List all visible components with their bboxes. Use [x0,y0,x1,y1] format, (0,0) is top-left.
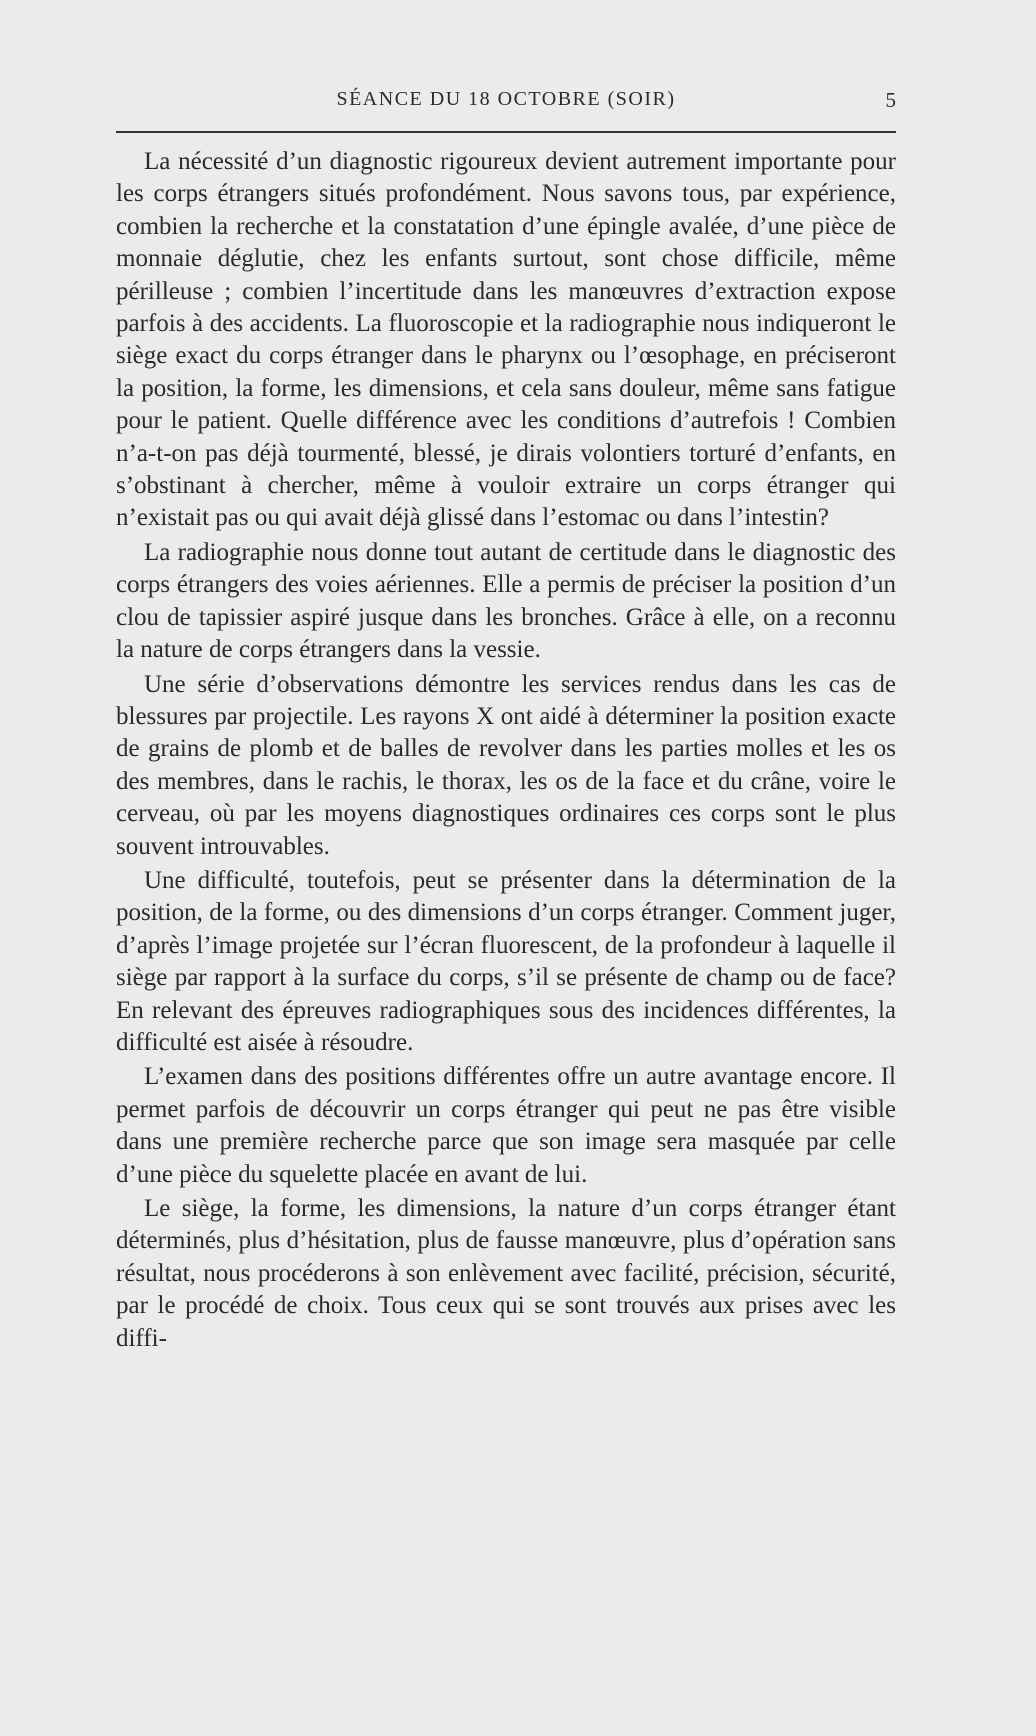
body-text [116,146,896,1357]
running-title: SÉANCE DU 18 OCTOBRE (SOIR) [336,88,676,110]
paragraph: Une série d’observations démontre les services rendus dans les cas de blessures par projectile. Les rayons X ont aidé à déterminer la position exacte de grains de plomb et de balles de revolver dans les parties molles et les os des membres, dans le rachis, le thorax, les os de la face et du crâne, voire le cerveau, où par les moyens diagnostiques ordinaires ces corps sont le plus souvent introuvables. [116,670,896,860]
header-rule [116,131,896,133]
paragraph: La radiographie nous donne tout autant de certitude dans le diagnostic des corps étrangers des voies aériennes. Elle a permis de préciser la position d’un clou de tapissier aspiré jusque dans les bronches. Grâce à elle, on a reconnu la nature de corps étrangers dans la vessie. [116,538,896,664]
paragraph: La nécessité d’un diagnostic rigoureux devient autrement importante pour les corps étrangers situés profondément. Nous savons tous, par expérience, combien la recherche et la constatation d’une épingle avalée, d’une pièce de monnaie déglutie, chez les enfants surtout, sont chose difficile, même périlleuse ; combien l’incertitude dans les manœuvres d’extraction expose parfois à des accidents. La fluoroscopie et la radiographie nous indiqueront le siège exact du corps étranger dans le pharynx ou l’œsophage, en préciseront la position, la forme, les dimensions, et cela sans douleur, même sans fatigue pour le patient. Quelle différence avec les conditions d’autrefois ! Combien n’a-t-on pas déjà tourmenté, blessé, je dirais volontiers torturé d’enfants, en s’obstinant à chercher, même à vouloir extraire un corps étranger qui n’existait pas ou qui avait déjà glissé dans l’estomac ou dans l’intestin? [116,148,896,532]
running-head [116,88,896,118]
paragraph: Une difficulté, toutefois, peut se présenter dans la détermination de la position, de la forme, ou des dimensions d’un corps étranger. Comment juger, d’après l’image projetée sur l’écran fluorescent, de la profondeur à laquelle il siège par rapport à la surface du corps, s’il se présente de champ ou de face? En relevant des épreuves radiographiques sous des incidences différentes, la difficulté est aisée à résoudre. [116,866,896,1056]
paragraph: L’examen dans des positions différentes offre un autre avantage encore. Il permet parfois de découvrir un corps étranger qui peut ne pas être visible dans une première recherche parce que son image sera masquée par celle d’une pièce du squelette placée en avant de lui. [116,1063,896,1188]
page-number: 5 [885,88,896,112]
paragraph: Le siège, la forme, les dimensions, la nature d’un corps étranger étant déterminés, plus d’hésitation, plus de fausse manœuvre, plus d’opération sans résultat, nous procéderons à son enlèvement avec facilité, précision, sécurité, par le procédé de choix. Tous ceux qui se sont trouvés aux prises avec les diffi- [116,1195,896,1352]
